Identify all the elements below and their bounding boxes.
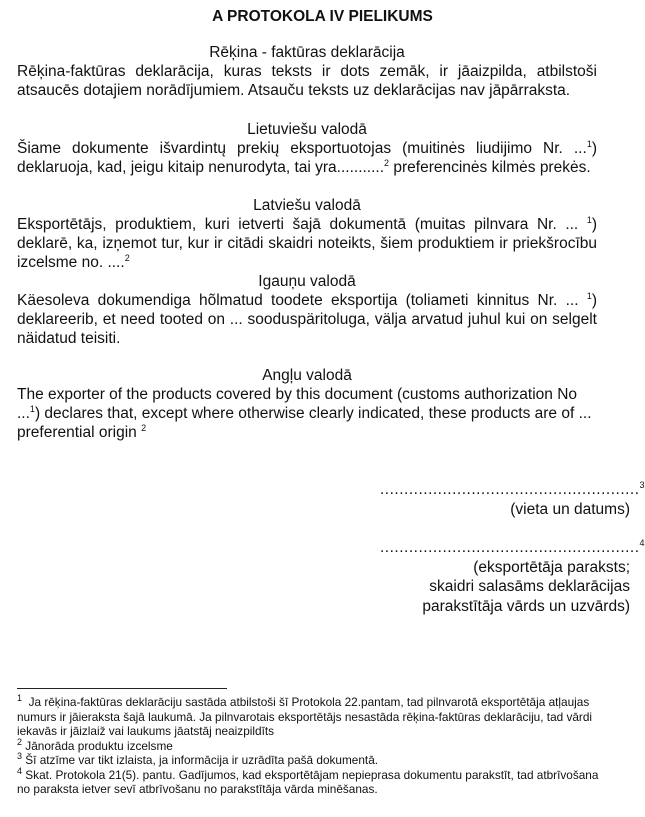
- language-heading: Lietuviešu valodā: [247, 121, 367, 138]
- footnote-number: 3: [17, 751, 23, 762]
- footnote-ref: 1: [586, 290, 592, 301]
- language-section-estonian: [17, 272, 597, 348]
- footnote-ref: 1: [586, 138, 592, 149]
- declaration-heading: Rēķina - faktūras deklarācija: [209, 44, 405, 61]
- language-section-lithuanian: [17, 120, 597, 177]
- text-part: Šiame dokumente išvardintų prekių eksportuotojas (muitinės liudijimo Nr. ...: [17, 140, 587, 157]
- footnote-ref: 4: [639, 537, 645, 548]
- text-part: Eksportētājs, produktiem, kuri ietverti šajā dokumentā (muitas pilnvara Nr. ...: [17, 216, 587, 233]
- language-section-latvian: [17, 196, 597, 272]
- signature-label: (eksportētāja paraksts;: [473, 558, 630, 576]
- signature-label: skaidri salasāms deklarācijas: [429, 578, 630, 595]
- footnote-4: [17, 765, 607, 797]
- footnote-text: Ja rēķina-faktūras deklarāciju sastāda atbilstoši šī Protokola 22.pantam, tad pilnvarotā eksportētāja atļaujas numurs ir jāieraksta šajā laukumā. Ja pilnvarotais eksportētājs nesastāda rēķina-faktūras deklarāciju, tad vārdi iekavās ir jāizlaiž vai laukums jāatstāj neaizpildīts: [17, 695, 593, 738]
- footnote-ref: 2: [141, 422, 147, 433]
- footnote-1: [17, 695, 607, 739]
- footnote-ref: 2: [124, 252, 130, 263]
- place-date-line: [380, 479, 645, 500]
- footnote-ref: 2: [384, 157, 390, 168]
- footnote-text: Jānorāda produktu izcelsme: [25, 738, 173, 753]
- footnote-text: Skat. Protokola 21(5). pantu. Gadījumos, kad eksportētājam nepieprasa dokumentu parakstīt, tad atbrīvošana no paraksta ietver sevī atbrīvošanu no parakstītāja vārda minēšanas.: [17, 767, 599, 796]
- text-part: ) deklaruoja, kad, jeigu kitaip nenurodyta, tai yra...........: [17, 140, 597, 176]
- text-part: ) deklarē, ka, izņemot tur, kur ir citādi skaidri noteikts, šiem produktiem ir priekšrocību izcelsme no. ....: [17, 216, 597, 271]
- footnote-number: 1: [17, 693, 23, 704]
- language-text: [17, 291, 597, 348]
- footnote-ref: 1: [586, 214, 592, 225]
- footnote-divider: [17, 688, 227, 689]
- footnote-ref: 1: [29, 403, 35, 414]
- signature-block: [380, 537, 645, 616]
- text-part: ) declares that, except where otherwise clearly indicated, these products are of ... preferential origin: [17, 405, 592, 441]
- text-part: ) deklareerib, et need tooted on ... sooduspäritoluga, välja arvatud juhul kui on selgelt näidatud teisiti.: [17, 292, 597, 347]
- text-part: Käesoleva dokumendiga hõlmatud toodete eksportija (toliameti kinnitus Nr. ...: [17, 292, 587, 309]
- footnotes: [17, 695, 607, 797]
- signature-label: parakstītāja vārds un uzvārds): [422, 597, 630, 615]
- page-title: A PROTOKOLA IV PIELIKUMS: [212, 8, 433, 25]
- signature-line: [380, 537, 645, 558]
- language-text: [17, 385, 597, 442]
- language-heading: Igauņu valodā: [258, 273, 356, 290]
- footnote-2: [17, 736, 607, 754]
- language-section-english: [17, 366, 597, 442]
- language-text: [17, 139, 597, 177]
- text-part: The exporter of the products covered by this document (customs authorization No ...: [17, 386, 578, 422]
- footnote-ref: 3: [639, 479, 645, 490]
- footnote-number: 4: [17, 765, 23, 776]
- declaration-section: [17, 43, 597, 100]
- declaration-intro: Rēķina-faktūras deklarācija, kuras teksts ir dots zemāk, ir jāaizpilda, atbilstoši atsaucēs dotajiem norādījumiem. Atsauču teksts uz deklarācijas nav jāpārraksta.: [17, 63, 597, 99]
- footnote-number: 2: [17, 736, 23, 747]
- language-heading: Angļu valodā: [262, 367, 352, 384]
- place-date-label: (vieta un datums): [510, 500, 630, 518]
- language-heading: Latviešu valodā: [253, 197, 361, 214]
- place-date-block: [380, 479, 645, 519]
- dotted-line: ......................................................: [380, 481, 640, 498]
- dotted-line: ......................................................: [380, 539, 640, 556]
- footnote-3: [17, 753, 607, 768]
- footnote-text: Šī atzīme var tikt izlaista, ja informācija ir uzrādīta pašā dokumentā.: [25, 753, 379, 767]
- text-part: preferencinės kilmės prekės.: [389, 159, 591, 176]
- language-text: [17, 215, 597, 272]
